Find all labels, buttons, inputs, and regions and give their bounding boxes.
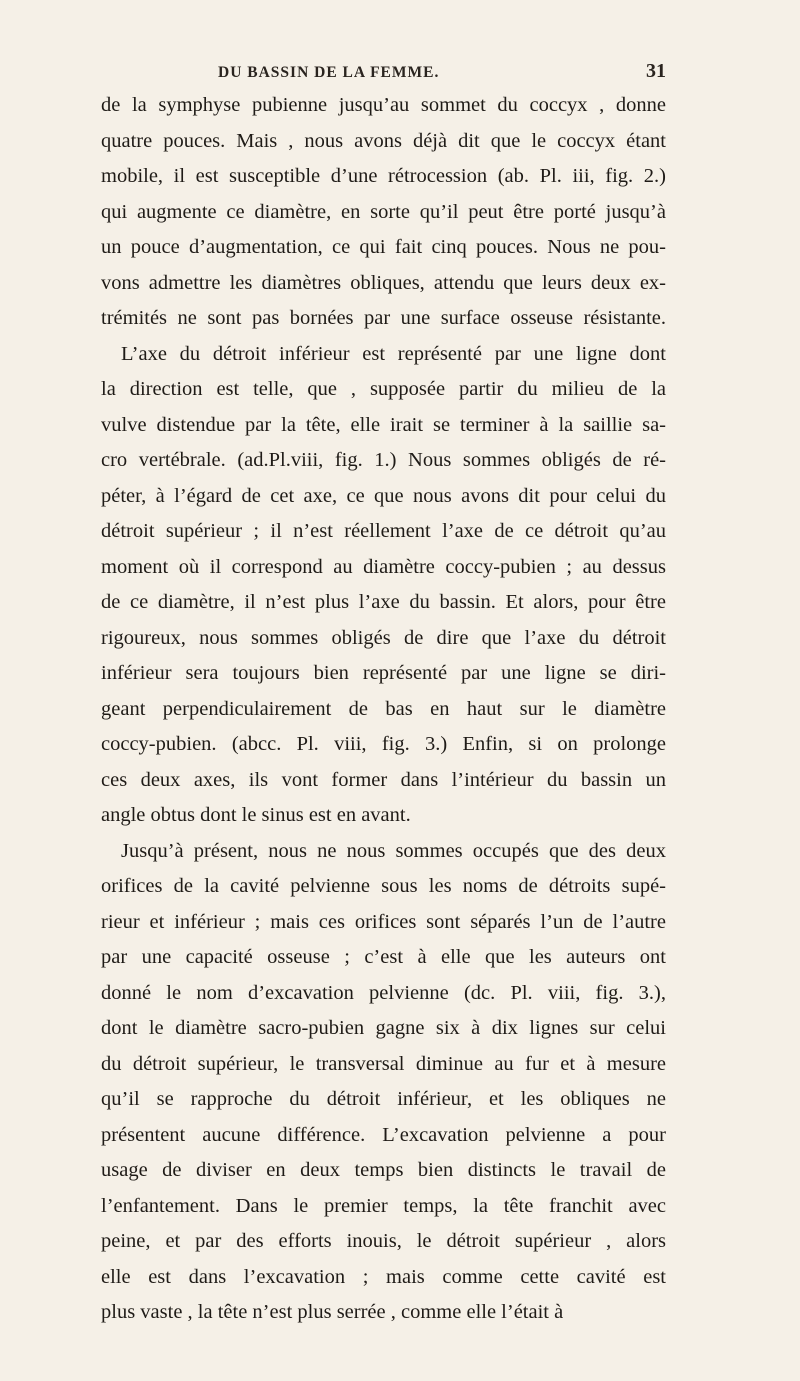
text-line: péter, à l’égard de cet axe, ce que nous avons dit pour celui du: [101, 484, 666, 507]
text-line: par une capacité osseuse ; c’est à elle que les auteurs ont: [101, 946, 666, 968]
text-line: un pouce d’augmentation, ce qui fait cinq pouces. Nous ne pou-: [101, 236, 666, 258]
text-line: du détroit supérieur, le transversal diminue au fur et à mesure: [101, 1052, 666, 1075]
text-line: usage de diviser en deux temps bien distincts le travail de: [101, 1159, 666, 1181]
text-line: présentent aucune différence. L’excavation pelvienne a pour: [101, 1123, 666, 1146]
page-number: 31: [646, 60, 666, 82]
text-line: trémités ne sont pas bornées par une surface osseuse résistante.: [101, 307, 666, 329]
text-line: coccy-pubien. (abcc. Pl. viii, fig. 3.) Enfin, si on prolonge: [101, 733, 666, 755]
text-line: moment où il correspond au diamètre coccy-pubien ; au dessus: [101, 555, 666, 578]
running-head: DU BASSIN DE LA FEMME.: [218, 64, 440, 81]
text-line: l’enfantement. Dans le premier temps, la tête franchit avec: [101, 1194, 666, 1217]
text-line: cro vertébrale. (ad.Pl.viii, fig. 1.) Nous sommes obligés de ré-: [101, 449, 666, 471]
text-line: L’axe du détroit inférieur est représenté par une ligne dont: [121, 342, 666, 365]
text-line: rigoureux, nous sommes obligés de dire que l’axe du détroit: [101, 626, 666, 649]
text-line: qui augmente ce diamètre, en sorte qu’il peut être porté jusqu’à: [101, 200, 666, 223]
text-line: ces deux axes, ils vont former dans l’intérieur du bassin un: [101, 768, 666, 791]
text-line: inférieur sera toujours bien représenté par une ligne se diri-: [101, 662, 666, 684]
text-line: mobile, il est susceptible d’une rétrocession (ab. Pl. iii, fig. 2.): [101, 165, 666, 187]
text-line: la direction est telle, que , supposée partir du milieu de la: [101, 378, 666, 400]
text-line: vulve distendue par la tête, elle irait se terminer à la saillie sa-: [101, 413, 666, 436]
text-line: quatre pouces. Mais , nous avons déjà dit que le coccyx étant: [101, 129, 666, 152]
text-line: qu’il se rapproche du détroit inférieur, et les obliques ne: [101, 1088, 666, 1110]
text-line: de la symphyse pubienne jusqu’au sommet du coccyx , donne: [101, 94, 666, 116]
body-text: [101, 88, 666, 1331]
text-line: donné le nom d’excavation pelvienne (dc. Pl. viii, fig. 3.),: [101, 981, 666, 1004]
text-line: Jusqu’à présent, nous ne nous sommes occupés que des deux: [121, 839, 666, 862]
text-line: dont le diamètre sacro-pubien gagne six à dix lignes sur celui: [101, 1017, 666, 1039]
text-line: geant perpendiculairement de bas en haut sur le diamètre: [101, 697, 666, 720]
text-line: rieur et inférieur ; mais ces orifices sont séparés l’un de l’autre: [101, 910, 666, 933]
text-line: orifices de la cavité pelvienne sous les noms de détroits supé-: [101, 875, 666, 897]
text-line: plus vaste , la tête n’est plus serrée , comme elle l’était à: [101, 1301, 564, 1323]
text-line: vons admettre les diamètres obliques, attendu que leurs deux ex-: [101, 271, 666, 294]
text-line: de ce diamètre, il n’est plus l’axe du bassin. Et alors, pour être: [101, 591, 666, 613]
text-line: elle est dans l’excavation ; mais comme cette cavité est: [101, 1265, 666, 1288]
text-line: peine, et par des efforts inouis, le détroit supérieur , alors: [101, 1230, 666, 1252]
text-line: angle obtus dont le sinus est en avant.: [101, 804, 411, 826]
text-line: détroit supérieur ; il n’est réellement l’axe de ce détroit qu’au: [101, 520, 666, 542]
